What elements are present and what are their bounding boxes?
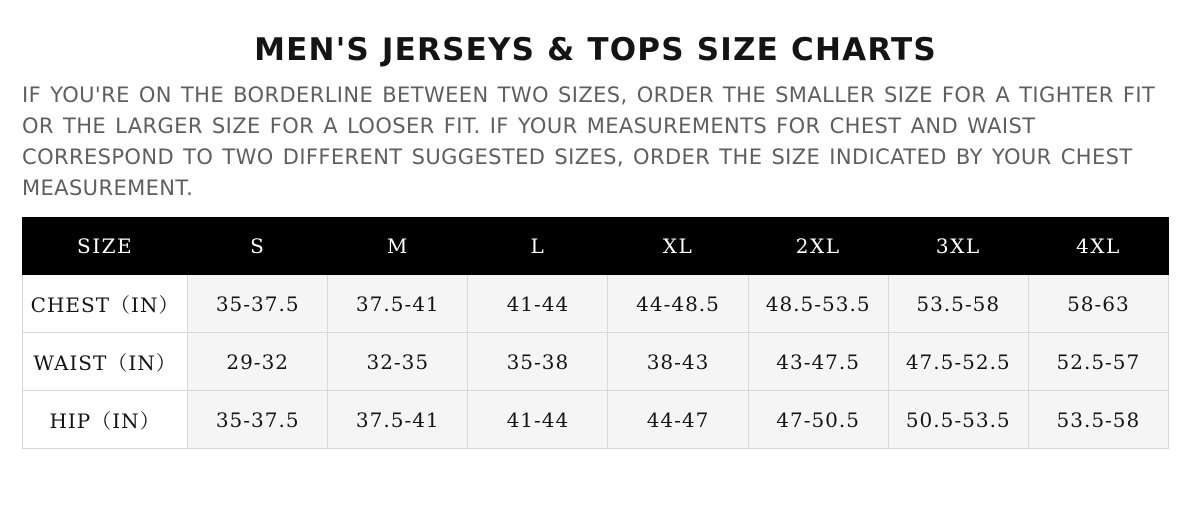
cell-waist-m: 32-35 [328, 333, 468, 391]
column-header-m: M [328, 218, 468, 275]
cell-hip-l: 41-44 [468, 391, 608, 449]
cell-chest-2xl: 48.5-53.5 [748, 275, 888, 333]
column-header-xl: XL [608, 218, 748, 275]
column-header-2xl: 2XL [748, 218, 888, 275]
cell-hip-xl: 44-47 [608, 391, 748, 449]
cell-chest-l: 41-44 [468, 275, 608, 333]
column-header-s: S [188, 218, 328, 275]
row-label-waist: WAIST（IN） [23, 333, 188, 391]
size-chart-table-wrapper [20, 217, 1171, 449]
cell-hip-3xl: 50.5-53.5 [888, 391, 1028, 449]
cell-chest-4xl: 58-63 [1028, 275, 1168, 333]
table-row [23, 275, 1169, 333]
page-title: MEN'S JERSEYS & TOPS SIZE CHARTS [254, 32, 937, 68]
table-row [23, 391, 1169, 449]
table-header-row [23, 218, 1169, 275]
cell-chest-3xl: 53.5-58 [888, 275, 1028, 333]
cell-waist-3xl: 47.5-52.5 [888, 333, 1028, 391]
column-header-4xl: 4XL [1028, 218, 1168, 275]
cell-chest-s: 35-37.5 [188, 275, 328, 333]
column-header-size: SIZE [23, 218, 188, 275]
intro-paragraph: IF YOU'RE ON THE BORDERLINE BETWEEN TWO SIZES, ORDER THE SMALLER SIZE FOR A TIGHTER FIT OR THE LARGER SIZE FOR A LOOSER FIT. IF YOUR MEASUREMENTS FOR CHEST AND WAIST CORRESPOND TO TWO DIFFERENT SUGGESTED SIZES, ORDER THE SIZE INDICATED BY YOUR CHEST MEASUREMENT. [22, 83, 1156, 201]
size-chart-table [22, 217, 1169, 449]
row-label-hip: HIP（IN） [23, 391, 188, 449]
cell-hip-s: 35-37.5 [188, 391, 328, 449]
column-header-3xl: 3XL [888, 218, 1028, 275]
table-row [23, 333, 1169, 391]
row-label-chest: CHEST（IN） [23, 275, 188, 333]
cell-hip-2xl: 47-50.5 [748, 391, 888, 449]
table-body [23, 275, 1169, 449]
cell-hip-4xl: 53.5-58 [1028, 391, 1168, 449]
cell-waist-xl: 38-43 [608, 333, 748, 391]
cell-hip-m: 37.5-41 [328, 391, 468, 449]
table-header [23, 218, 1169, 275]
cell-waist-s: 29-32 [188, 333, 328, 391]
cell-waist-l: 35-38 [468, 333, 608, 391]
column-header-l: L [468, 218, 608, 275]
cell-waist-2xl: 43-47.5 [748, 333, 888, 391]
cell-chest-xl: 44-48.5 [608, 275, 748, 333]
cell-waist-4xl: 52.5-57 [1028, 333, 1168, 391]
cell-chest-m: 37.5-41 [328, 275, 468, 333]
